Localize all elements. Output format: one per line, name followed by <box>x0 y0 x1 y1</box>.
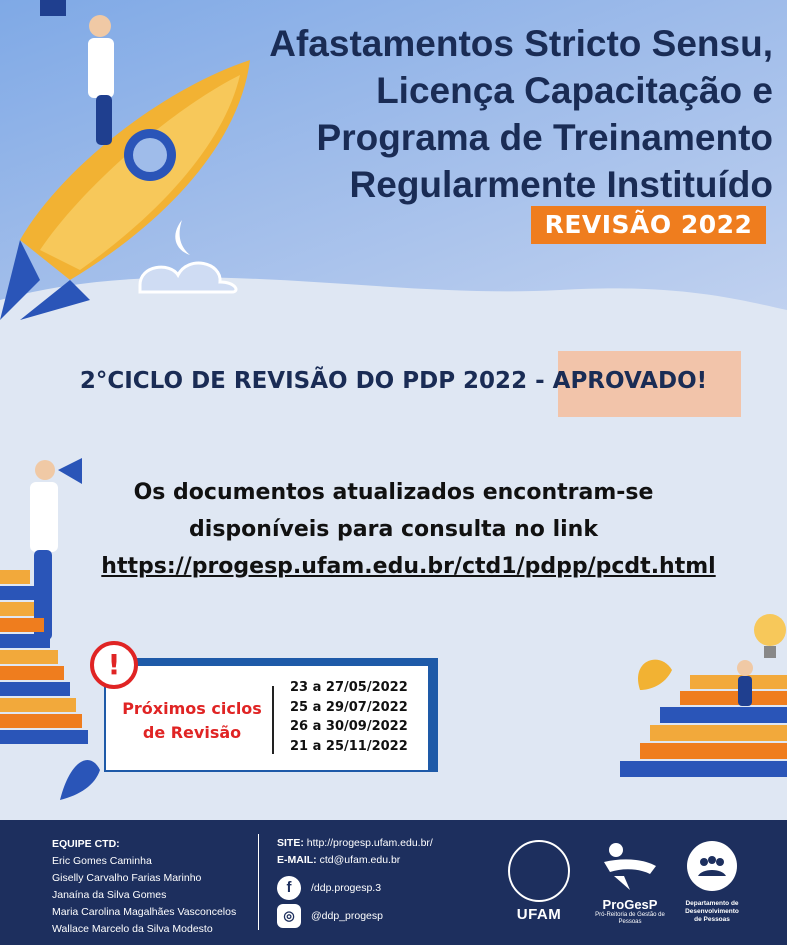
ufam-emblem-icon <box>508 840 570 902</box>
cycles-label-line: de Revisão <box>142 723 242 742</box>
facebook-icon: f <box>277 876 301 900</box>
approval-heading <box>0 368 787 394</box>
email-link[interactable]: ctd@ufam.edu.br <box>319 854 401 866</box>
instagram-row[interactable] <box>277 904 383 928</box>
progesp-emblem-icon <box>600 840 660 892</box>
ddp-text-line: Desenvolvimento <box>685 908 739 915</box>
ddp-text-line: de Pessoas <box>694 916 730 923</box>
docs-link[interactable]: https://progesp.ufam.edu.br/ctd1/pdpp/pcdt.html <box>101 554 716 579</box>
title-line: Programa de Treinamento <box>316 117 773 158</box>
team-member: Janaína da Silva Gomes <box>52 889 167 901</box>
approval-highlight: APROVADO! <box>552 368 708 394</box>
cycle-date: 26 a 30/09/2022 <box>290 719 408 734</box>
title-line: Afastamentos Stricto Sensu, <box>269 23 773 64</box>
progesp-text: ProGesP <box>602 897 658 912</box>
facebook-handle[interactable]: /ddp.progesp.3 <box>311 882 382 894</box>
ddp-emblem-icon <box>686 840 738 892</box>
cycles-dates <box>290 678 408 756</box>
docs-line: disponíveis para consulta no link <box>189 517 598 542</box>
contact-info <box>277 835 433 869</box>
progesp-logo <box>594 840 666 926</box>
cycle-date: 25 a 29/07/2022 <box>290 699 408 715</box>
ddp-text-line: Departamento de <box>685 900 739 907</box>
ddp-logo <box>676 840 748 924</box>
facebook-row[interactable] <box>277 876 381 900</box>
alert-icon: ! <box>90 641 138 689</box>
page-title <box>213 20 773 208</box>
email-label: E-MAIL: <box>277 854 317 866</box>
progesp-subtext: Pró-Reitoria de Gestão de Pessoas <box>595 912 665 925</box>
email-row <box>277 852 433 869</box>
team-member: Eric Gomes Caminha <box>52 855 152 867</box>
ufam-logo <box>508 840 570 923</box>
hero-banner <box>0 0 787 340</box>
instagram-handle[interactable]: @ddp_progesp <box>311 910 383 922</box>
ddp-text <box>676 900 748 924</box>
cycles-label <box>112 697 272 745</box>
cycles-divider <box>272 686 274 754</box>
ufam-text: UFAM <box>516 906 562 923</box>
site-label: SITE: <box>277 837 304 849</box>
footer <box>0 820 787 945</box>
cycle-date: 21 a 25/11/2022 <box>290 738 408 754</box>
cycles-label-line: Próximos ciclos <box>122 699 262 718</box>
docs-line: Os documentos atualizados encontram-se <box>133 480 654 505</box>
site-row <box>277 835 433 852</box>
team-list <box>52 836 236 938</box>
footer-divider <box>258 834 259 930</box>
approval-text: 2°CICLO DE REVISÃO DO PDP 2022 - <box>79 368 553 394</box>
team-member: Wallace Marcelo da Silva Modesto <box>52 923 213 935</box>
team-member: Giselly Carvalho Farias Marinho <box>52 872 202 884</box>
documents-notice <box>0 474 787 585</box>
title-line: Licença Capacitação e <box>376 70 773 111</box>
team-heading: EQUIPE CTD: <box>52 838 120 850</box>
cycle-date: 23 a 27/05/2022 <box>290 680 408 695</box>
revision-badge: REVISÃO 2022 <box>531 206 766 244</box>
site-link[interactable]: http://progesp.ufam.edu.br/ <box>306 837 433 849</box>
instagram-icon: ◎ <box>277 904 301 928</box>
team-member: Maria Carolina Magalhães Vasconcelos <box>52 906 237 918</box>
title-line: Regularmente Instituído <box>349 164 773 205</box>
